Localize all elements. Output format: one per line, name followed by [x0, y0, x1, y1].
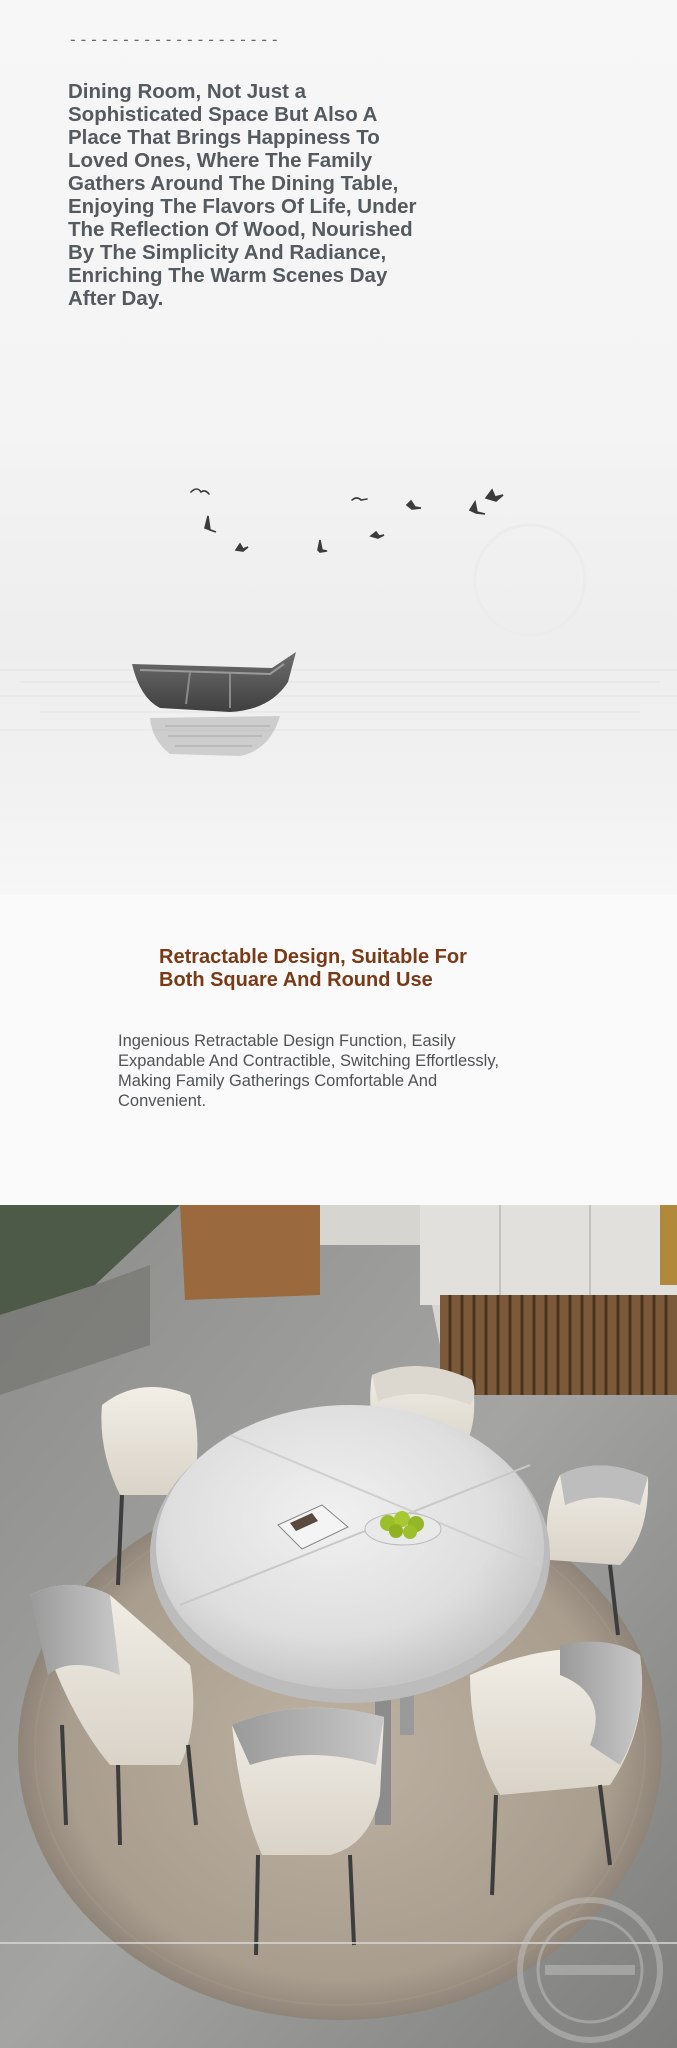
dining-set-image	[0, 1205, 677, 2048]
intro-paragraph: Dining Room, Not Just a Sophisticated Space But Also A Place That Brings Happiness To Loved Ones, Where The Family Gathers Around The Dining Table, Enjoying The Flavors Of Life, Under The Reflection Of Wood, Nourished By The Simplicity And Radiance, Enriching The Warm Scenes Day After Day.	[68, 80, 417, 310]
dashed-divider: --------------------	[68, 30, 281, 49]
feature-title: Retractable Design, Suitable For Both Square And Round Use	[159, 946, 467, 991]
product-photo	[0, 1205, 677, 2048]
lake-scene-image	[0, 420, 677, 895]
feature-section	[0, 895, 677, 1205]
intro-section	[0, 0, 677, 895]
feature-description: Ingenious Retractable Design Function, Easily Expandable And Contractible, Switching Effortlessly, Making Family Gatherings Comfortable And Convenient.	[118, 1032, 499, 1110]
